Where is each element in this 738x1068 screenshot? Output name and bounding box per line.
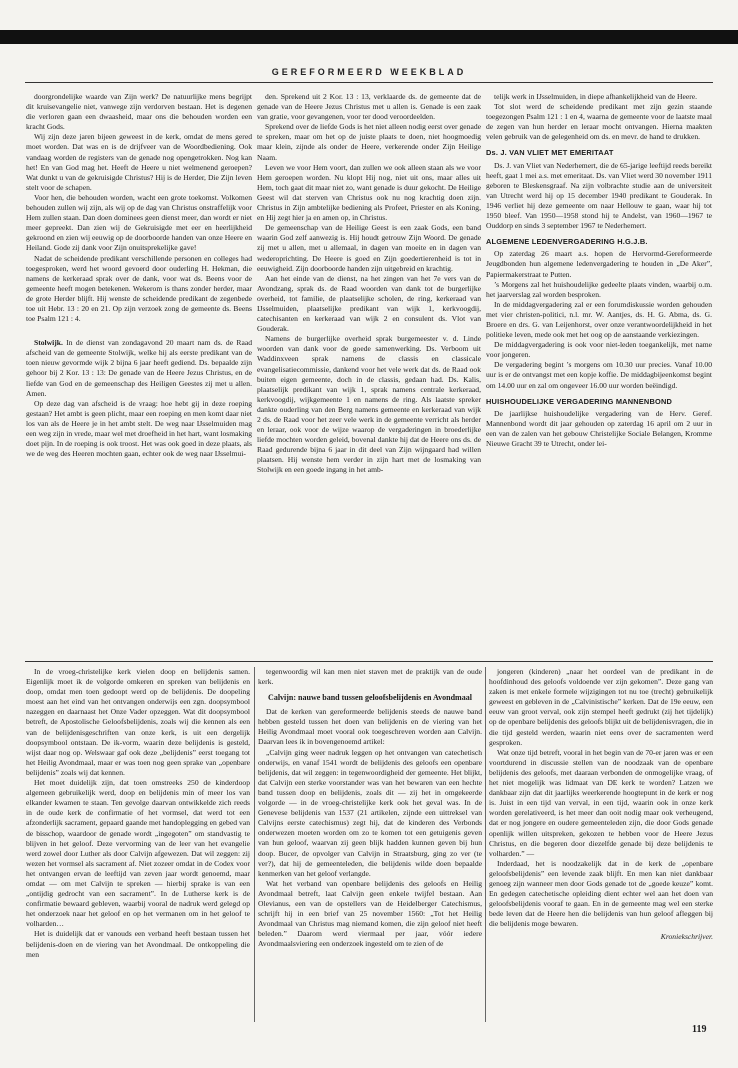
top-column-3: [486, 92, 712, 655]
paragraph: tegenwoordig wil kan men niet staven met de praktijk van de oude kerk.: [258, 667, 482, 687]
column-rule-left: [254, 667, 255, 1022]
paragraph: Wat onze tijd betreft, vooral in het begin van de 70-er jaren was er een voortdurend in discussie stellen van de noodzaak van de openbare belijdenis des geloofs, met daaraan verbonden de onmogelijke vraag, of het niet mogelijk was lidmaat van DE kerk te worden? Latzen we dankbaar zijn dat dit jaarlijks weerkerende hoogtepunt in de kerk er nog is. Juist in een tijd van verval, in een tijd, waarin ook in onze kerk worden gerelativeerd, is het meer dan ooit nodig maar ook verheugend, dat er nog jongere en oudere gemeenteleden zijn, die door Gods genade openlijk willen uitspreken, gekozen te hebben voor de Heere Jezus Christus, en die begeren door diezelfde genade bij deze belijdenis te volharden.” —: [489, 747, 713, 858]
paragraph: Wij zijn deze jaren bijeen geweest in de kerk, omdat de mens gered moet worden. Dat was en is de drijfveer van de Woordbediening. Ook vandaag worden de registers van de genade nog opengetrokken. Nog kan het! En van God mag het. Heeft de Heere u niet welmenend geroepen? Wat dunkt u van de gekruisigde Christus? Hij is de Herder, Die Zijn leven stelt voor de schapen.: [26, 132, 252, 192]
paragraph: „Calvijn ging weer nadruk leggen op het ontvangen van catechetisch onderwijs, en vanaf 1541 wordt de belijdenis des geloofs een openbare belijdenis, dat wil zeggen: in tegenwoordigheid der gemeente. Het blijkt, dat Calvijn een sterke voorstander was van het bewaren van een hechte band tussen doop en belijdenis, zoals dit — zij het in omgekeerde volgorde — in de vroeg-christelijke kerk ook het geval was. In de Genevese belijdenis van 1537 (21 artikelen, zijnde een uittreksel van Calvijns eerste catechismus) zegt hij, dat de kinderen des Verbonds onderwezen moeten worden om zo te komen tot een getuigenis geven van hun geloof, waarvan zij geen blijk hadden kunnen geven bij hun doop. Bucer, de opvolger van Calvijn in Straatsburg, ging zo ver (te ver?), dat hij de gemeenteleden, die belijdenis wilde doen bepaalde kenmerken van het geloof verlangde.: [258, 747, 482, 878]
paragraph: Op zaterdag 26 maart a.s. hopen de Hervormd-Gereformeerde Jeugdbonden hun algemene ledenvergadering te houden in „De Aker”, Papiermakerstraat te Putten.: [486, 249, 712, 279]
masthead-rule: [25, 82, 713, 83]
emeritaat-paragraphs: [486, 161, 712, 232]
column-rule-right: [485, 667, 486, 1022]
bottom-column-3: [489, 667, 713, 1027]
paragraph: Leven we voor Hem voort, dan zullen we ook alleen staan als we voor Hem geroepen worden. Nu klopt Hij nog, niet uit ons, maar alles uit Hem, toch gaat dit maar niet zo, want genade is duur gekocht. De Heilige Geest wil dat sterven van Christus ook nu nog krachtig doen zijn. Christus in Zijn ambtelijke bediening als Profeet, Priester en als Koning, en Hij zegt hier ja en amen op, in Christus.: [257, 162, 481, 223]
paragraph: De middagvergadering is ook voor niet-leden toegankelijk, met name voor jongeren.: [486, 340, 712, 360]
page-number: 119: [692, 1024, 707, 1035]
mannenbond-paragraphs: [486, 409, 712, 449]
paragraph: Tot slot werd de scheidende predikant met zijn gezin staande toegezongen Psalm 121 : 1 en 4, waarna de gemeente voor de laatste maal de zegen van hun herder en leraar mocht ontvangen. Hierna maakten velen gebruik van de gelegenheid om ds. en mevr. de hand te drukken.: [486, 102, 712, 142]
bottom-col2b-paragraphs: [258, 707, 482, 949]
paragraph: Het is duidelijk dat er vanouds een verband heeft bestaan tussen het belijdenis-doen en de viering van het Avondmaal. De ontkoppeling die men: [26, 929, 250, 959]
paragraph: Inderdaad, het is noodzakelijk dat in de kerk de „openbare geloofsbelijdenis” een levende zaak blijft. En men kan niet dankbaar genoeg zijn wanneer men door Gods genade tot de „goede keuze” komt. En gedegen catechetische opleiding dient echter wel aan het doen van geloofsbelijdenis vooraf te gaan. En in de gemeente mag wel een sterke bede leven dat de Heere hen die belijdenis van hun geloof afleggen bij die belijdenis moge bewaren.: [489, 858, 713, 929]
paragraph: Wat het verband van openbare belijdenis des geloofs en Heilig Avondmaal betreft, laat Calvijn geen enkele twijfel bestaan. Aan Olevianus, een van de opstellers van de Heidelberger Catechismus, schrijft hij in een brief van 25 november 1560: „Tot het Heilig Avondmaal van Christus mag niemand komen, die zijn geloof niet heeft beleden.” Daarom werd viermaal per jaar, vóór iedere Avondmaalsviering een onderzoek ingesteld om te zien of de: [258, 878, 482, 949]
paragraph: jongeren (kinderen) „naar het oordeel van de predikant in de hoofdinhoud des geloofs voldoende ver zijn gekomen”. Deze gang van zaken is met enkele formele wijzigingen tot nu toe (trecht) gebruikelijk geweest en gebleven in de „Calvinistische” kerken. Dat de 19e eeuw, een eeuw van groot verval, ook zijn stempel heeft gedrukt (zij het tijdelijk) op de openbare belijdenis des geloofs blijkt uit de belijdenisvragen, die in die tijd gesteld werden, waarin niet eens over de sacramenten werd gesproken.: [489, 667, 713, 747]
paragraph: Aan het einde van de dienst, na het zingen van het 7e vers van de Avondzang, sprak ds. de Raad woorden van dank tot de burgerlijke overheid, tot familie, de plaatselijke scholen, de ring, kerkeraad van IJsselmuiden, plaatselijke predikant van wijk 1, kerkvoogdij, catechisanten en kerkeraad van wijk 2 en consulent ds. Vlot van Gouderak.: [257, 273, 481, 334]
top-black-bar: [0, 30, 738, 44]
mannenbond-heading: HUISHOUDELIJKE VERGADERING MANNENBOND: [486, 396, 673, 406]
bottom-col3-paragraphs: [489, 667, 713, 929]
bottom-col1-paragraphs: [26, 667, 250, 960]
bottom-column-1: [26, 667, 250, 1027]
paragraph: Het moet duidelijk zijn, dat toen omstreeks 250 de kinderdoop algemeen gebruikelijk werd, doop en belijdenis min of meer los van elkander kwamen te staan. Ten gevolge daarvan ontwikkelde zich reeds in de oude kerk de confirmatie of het vormsel, dat werd tot een afzonderlijk sacrament, gepaard gaande met handoplegging en gebed van de bisschop, waardoor de genade wordt „ingegoten” om standvastig te blijven in het geloof. Deze vervorming van de leer van het evangelie werd zowel door Luther als door Calvijn afgewezen. Dat wil zeggen: zij wezen het vormsel als sacrament af. Niet zozeer omdat in de Codex voor het ontvangen ervan de leeftijd van zeven jaar wordt genoemd, maar omdat — om met Calvijn te spreken — hierbij sprake is van een „ontijdig gedrocht van een sacrament”. In de Lutherse kerk is de confirmatie bewaard gebleven, waarbij vooral de nadruk werd gelegd op het onderzoek naar het geloof en op het vermanen om in het geloof te volharden…: [26, 778, 250, 929]
stolwijk-paragraph: [26, 338, 252, 399]
calvijn-subheading: Calvijn: nauwe band tussen geloofsbelijdenis en Avondmaal: [268, 693, 472, 703]
top-col3-intro: [486, 92, 712, 142]
paragraph: De jaarlijkse huishoudelijke vergadering van de Herv. Geref. Mannenbond wordt dit jaar gehouden op zaterdag 16 april om 2 uur in een van de zalen van het gebouw Christelijke Sociale Belangen, Kromme Nieuwe Gracht 39 te Utrecht, onder lei-: [486, 408, 712, 448]
ledenvergadering-paragraphs: [486, 249, 712, 390]
paragraph: Dat de kerken van gereformeerde belijdenis steeds de nauwe band hebben gesteld tussen het doen van belijdenis en de viering van het Heilig Avondmaal moet vooral ook toegeschreven worden aan Calvijn. Daarvan lees ik in bovengenoemd artikel:: [258, 707, 482, 747]
signature: Kroniekschrijver.: [660, 932, 713, 942]
paragraph: telijk werk in IJsselmuiden, in diepe afhankelijkheid van de Heere.: [494, 92, 698, 101]
bottom-column-2: [258, 667, 482, 1027]
emeritaat-heading: Ds. J. VAN VLIET MET EMERITAAT: [486, 148, 614, 158]
paragraph: Sprekend over de liefde Gods is het niet alleen nodig eerst over genade te spreken, maar om het op de juiste plaats te doen, niet hoogmoedig maar klein, zijnde als onder de Heere, verkerende onder Zijn Heilige Naam.: [257, 122, 481, 162]
paragraph: ’s Morgens zal het huishoudelijke gedeelte plaats vinden, waarbij o.m. het jaarverslag zal worden besproken.: [486, 279, 712, 299]
paragraph: Ds. J. van Vliet van Nederhemert, die de 65-jarige leeftijd reeds bereikt heeft, gaat 1 mei a.s. met emeritaat. Ds. van Vliet werd 30 november 1911 geboren te Bleskensgraaf. Na zijn volbrachte studie aan de universiteit van Utrecht werd hij op 15 december 1940 predikant te Gouderak. In 1946 verliet hij deze gemeente om naar Hellouw te gaan, waar hij tot 1950 bleef. Van 1950—1958 stond hij te Andelst, van 1960—1967 te Ouddorp en sinds 3 september 1967 te Nederhemert.: [486, 160, 712, 231]
bottom-col2a-paragraphs: [258, 667, 482, 687]
masthead: GEREFORMEERD WEEKBLAD: [271, 67, 467, 77]
paragraph: den. Sprekend uit 2 Kor. 13 : 13, verklaarde ds. de gemeente dat de genade van de Heere Jezus Christus met u allen is. Genade is een zaak van gratie, voor gevangenen, voor ter dood veroordeelden.: [257, 92, 481, 122]
top-col1b-paragraph: Op deze dag van afscheid is de vraag: hoe hebt gij in deze roeping gestaan? Het ambt is geen plicht, maar een roeping en men komt daar niet los van als de Heere je in het ambt stelt. De weg naar IJsselmuiden mag een weg zijn in vrede, maar wel met droefheid in het hart, want losmaking doet pijn. In de roeping is ook troost. Het was ook goed in deze plaats, als we de weg des Heeren mochten gaan, echter ook de weg naar IJsselmui-: [26, 398, 252, 459]
paragraph: In de vroeg-christelijke kerk vielen doop en belijdenis samen. Eigenlijk moet ik de volgorde omkeren en spreken van belijdenis en doop, omdat men toen gedoopt werd op de belijdenis. De doopeling moest aan het eind van het ontvangen onderwijs een zgn. doopsymbool nazeggen en daarnaast het Onze Vader opzeggen. Wat dit doopsymbool betreft, de Apostolische Geloofsbelijdenis, zoals wij die kennen als een van de belijdenisgeschriften van onze kerk, is uit een dergelijk doopsymbool ontstaan. De ik-vorm, waarin deze belijdenis is gesteld, wijst daar nog op. Welswaar gaf ook deze „belijdenis” eerst toegang tot het Heilig Avondmaal, maar er was toen nog geen sprake van „openbare belijdenis” zoals wij dat kennen.: [26, 667, 250, 777]
paragraph: Namens de burgerlijke overheid sprak burgemeester v. d. Linde woorden van dank voor de goede samenwerking. Ds. Verboom uit Waddinxveen sprak namens de classis en classicale evangelisatiecommissie, dankend voor het vele werk dat ds. de Raad ook buiten eigen gemeente, doch in de classis, gedaan had. Ds. Kalis, plaatselijk predikant van wijk 1, sprak namens centrale kerkeraad, kerkvoogdij, wijkgemeente 1 en namens de ring. Als laatste spreker dankte ouderling van den Berg namens gemeente en kerkeraad van wijk 2 ds. de Raad voor het zeer vele werk in de gemeente verricht als herder en leraar, ook voor de wijze waarop de vergaderingen in broederlijke liefde mochten worden geleid, bovenal dankte hij dat de Heere ons ds. de Raad gedurende bijna 6 jaar in dit deel van Zijn wijngaard had willen plaatsen. Hij wenste hem verder in zijn hart met de losmaking van Stolwijk en een goede ingang in het amb-: [257, 334, 481, 475]
paragraph: De gemeenschap van de Heilige Geest is een zaak Gods, een band waarin God zelf aanwezig is. Hij houdt getrouw Zijn Woord. De genade zij met u allen, met u allemaal, in dagen van moeite en in dagen van wederoprichting. De Heere is goed en Zijn goedertierenheid is tot in eeuwigheid. Zijn doorboorde handen zijn uitgebreid en krachtig.: [257, 223, 481, 273]
paragraph: doorgrondelijke waarde van Zijn werk? De natuurlijke mens begrijpt dit kruisevangelie niet, vanwege zijn verdorven bestaan. Het is degenen die verloren gaan een dwaasheid, maar ons die behouden worden een kracht Gods.: [26, 92, 252, 132]
top-col1-paragraphs: [26, 92, 252, 324]
top-col2-paragraphs: [257, 92, 481, 476]
top-column-1: [26, 92, 252, 655]
stolwijk-heading: Stolwijk.: [34, 338, 63, 348]
paragraph: Nadat de scheidende predikant verschillende personen en colleges had toegesproken, werd het woord gevoerd door ouderling H. Hekman, die namens de kerkeraad sprak over de dank, voor wat ds. Beens voor de gemeente heeft mogen betekenen. Wekerom is thans zonder herder, maar de grote Herder blijft. Hij wenste de scheidende predikant de zegenbede toe uit Hebr. 13 : 20 en 21. Op zijn verzoek zong de gemeente ds. Beens toe Psalm 121 : 4.: [26, 253, 252, 324]
paragraph: De vergadering begint ’s morgens om 10.30 uur precies. Vanaf 10.00 uur is er de ontvangst met een kopje koffie. De middagbijeenkomst begint om 14.00 uur en zal om ongeveer 16.00 uur worden beëindigd.: [486, 360, 712, 390]
section-divider-rule: [25, 661, 713, 662]
paragraph: In de middagvergadering zal er een forumdiskussie worden gehouden met vier christen-politici, n.l. mr. W. Aantjes, ds. H. G. Abma, ds. G. Broere en drs. G. van Leijenhorst, over onze verantwoordelijkheid in het politieke leven, mede ook met het oog op de aanstaande verkiezingen.: [486, 299, 712, 340]
ledenvergadering-heading: ALGEMENE LEDENVERGADERING H.G.J.B.: [486, 237, 648, 247]
paragraph: Voor hen, die behouden worden, wacht een grote toekomst. Volkomen behouden zullen wij zijn, als wij op de dag van Christus onstraffelijk voor Hem zullen staan. Dan doen dominees geen dienst meer, dan wordt er niet meer gepreekt. Dan zien wij de Gekruisigde met eer en heerlijkheid gekroond en zien wij eeuwig op de doorboorde handen van onze Heere en Heiland. Gode zij dank voor Zijn onuitsprekelijke gave!: [26, 192, 252, 253]
stolwijk-text: In de dienst van zondagavond 20 maart nam ds. de Raad afscheid van de gemeente Stolwijk, welke hij als eerste predikant van de toen nieuw gevormde wijk 2 bijna 6 jaar heeft gediend. Ds. bepaalde zijn gehoor bij 2 Kor. 13 : 13: De genade van de Heere Jezus Christus, en de liefde van God en de gemeenschap des Heiligen Geestes zij met u allen. Amen.: [26, 338, 252, 398]
top-column-2: [257, 92, 481, 655]
